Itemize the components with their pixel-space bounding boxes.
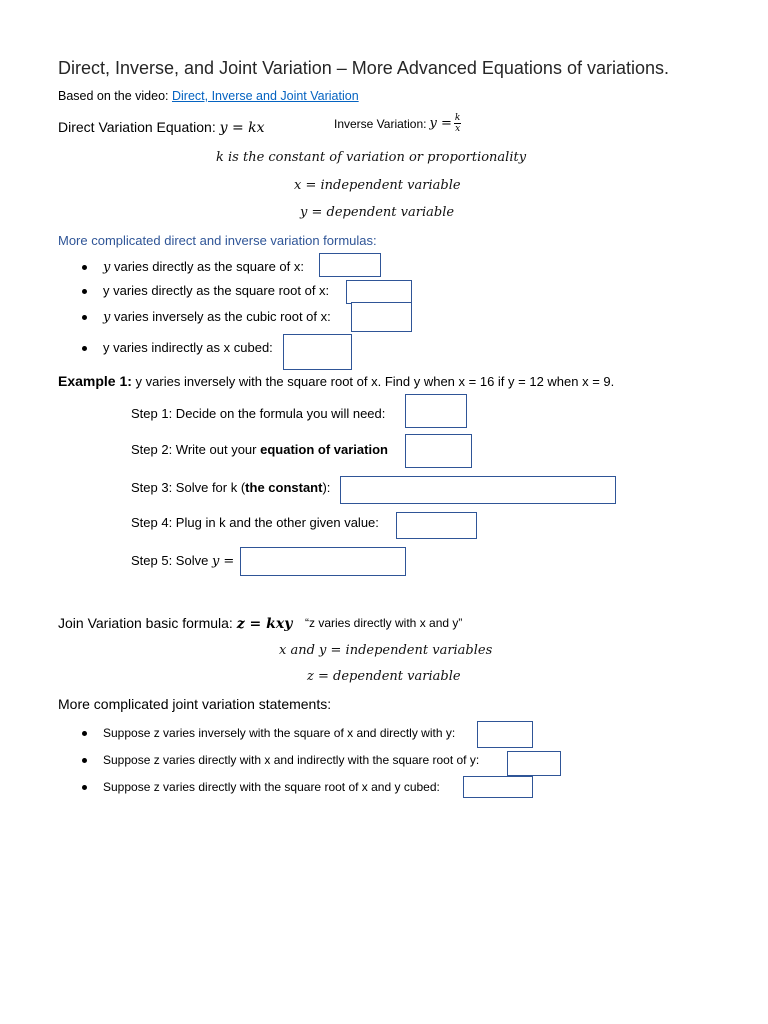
answer-box[interactable]	[396, 512, 477, 539]
joint-basic-formula	[58, 615, 292, 632]
list-item	[103, 283, 329, 298]
fraction-denominator: x	[455, 124, 461, 134]
y-definition: y = dependent variable	[300, 205, 455, 220]
step-text: Step 4: Plug in k and the other given value:	[131, 515, 379, 530]
step-bold: the constant	[245, 480, 323, 495]
step-3	[131, 480, 330, 495]
step-text-end: ):	[322, 480, 331, 495]
bullet-dot	[82, 265, 87, 270]
answer-box[interactable]	[283, 334, 352, 370]
joint-independent: x and y = independent variables	[279, 643, 493, 658]
var-y: y	[103, 310, 111, 325]
step-5	[131, 553, 234, 569]
answer-box[interactable]	[240, 547, 406, 576]
bullet-dot	[82, 315, 87, 320]
step-text: Step 2: Write out your	[131, 442, 261, 457]
step-text: Step 3: Solve for k (	[131, 480, 246, 495]
var-y: y	[103, 260, 111, 275]
answer-box[interactable]	[405, 434, 472, 468]
joint-heading: More complicated joint variation statements:	[58, 696, 332, 712]
answer-box[interactable]	[346, 280, 412, 304]
list-item: Suppose z varies directly with x and indirectly with the square root of y:	[103, 753, 480, 767]
step-math: y =	[211, 554, 235, 569]
page-title: Direct, Inverse, and Joint Variation – More Advanced Equations of variations.	[58, 58, 669, 78]
video-link[interactable]: Direct, Inverse and Joint Variation	[171, 89, 359, 103]
answer-box[interactable]	[351, 302, 412, 332]
source-prefix: Based on the video:	[58, 89, 172, 103]
x-definition: x = independent variable	[294, 178, 461, 193]
bullet-dot	[82, 346, 87, 351]
direct-formula: y = kx	[219, 120, 265, 136]
list-item	[103, 340, 273, 355]
step-text: Step 1: Decide on the formula you will need:	[131, 406, 386, 421]
fraction-numerator: k	[454, 113, 461, 123]
inverse-lhs: y =	[429, 116, 452, 131]
list-item: Suppose z varies directly with the square root of x and y cubed:	[103, 780, 440, 794]
bullet-dot	[82, 289, 87, 294]
list-item-text: varies directly as the square of x:	[110, 259, 305, 274]
list-item-text: y varies directly as the square root of x:	[103, 283, 330, 298]
direct-label: Direct Variation Equation:	[58, 119, 220, 135]
complicated-heading: More complicated direct and inverse variation formulas:	[58, 233, 377, 248]
joint-label: Join Variation basic formula:	[58, 615, 237, 631]
answer-box[interactable]	[477, 721, 533, 748]
source-line	[58, 89, 359, 103]
answer-box[interactable]	[340, 476, 616, 504]
joint-formula: z = kxy	[236, 616, 293, 632]
example-label: Example 1:	[58, 373, 132, 389]
bullet-dot	[82, 731, 87, 736]
inverse-label: Inverse Variation:	[334, 116, 427, 131]
joint-dependent: z = dependent variable	[307, 669, 461, 684]
direct-variation-equation	[58, 119, 265, 136]
k-definition: k is the constant of variation or proportionality	[216, 150, 527, 165]
list-item-text: varies inversely as the cubic root of x:	[110, 309, 331, 324]
inverse-variation-equation	[334, 113, 461, 134]
answer-box[interactable]	[319, 253, 381, 277]
joint-quote: “z varies directly with x and y”	[305, 616, 463, 630]
example-text: y varies inversely with the square root of x. Find y when x = 16 if y = 12 when x = 9.	[131, 374, 615, 389]
answer-box[interactable]	[405, 394, 467, 428]
answer-box[interactable]	[463, 776, 533, 798]
step-text: Step 5: Solve	[131, 553, 212, 568]
step-2	[131, 442, 388, 457]
list-item: Suppose z varies inversely with the square of x and directly with y:	[103, 726, 456, 740]
list-item	[103, 309, 331, 325]
list-item-text: y varies indirectly as x cubed:	[103, 340, 273, 355]
answer-box[interactable]	[507, 751, 561, 776]
step-bold: equation of variation	[260, 442, 388, 457]
step-1	[131, 406, 385, 421]
bullet-dot	[82, 785, 87, 790]
step-4	[131, 515, 379, 530]
bullet-dot	[82, 758, 87, 763]
list-item	[103, 259, 304, 275]
example-1	[58, 373, 614, 389]
inverse-fraction	[454, 113, 461, 134]
